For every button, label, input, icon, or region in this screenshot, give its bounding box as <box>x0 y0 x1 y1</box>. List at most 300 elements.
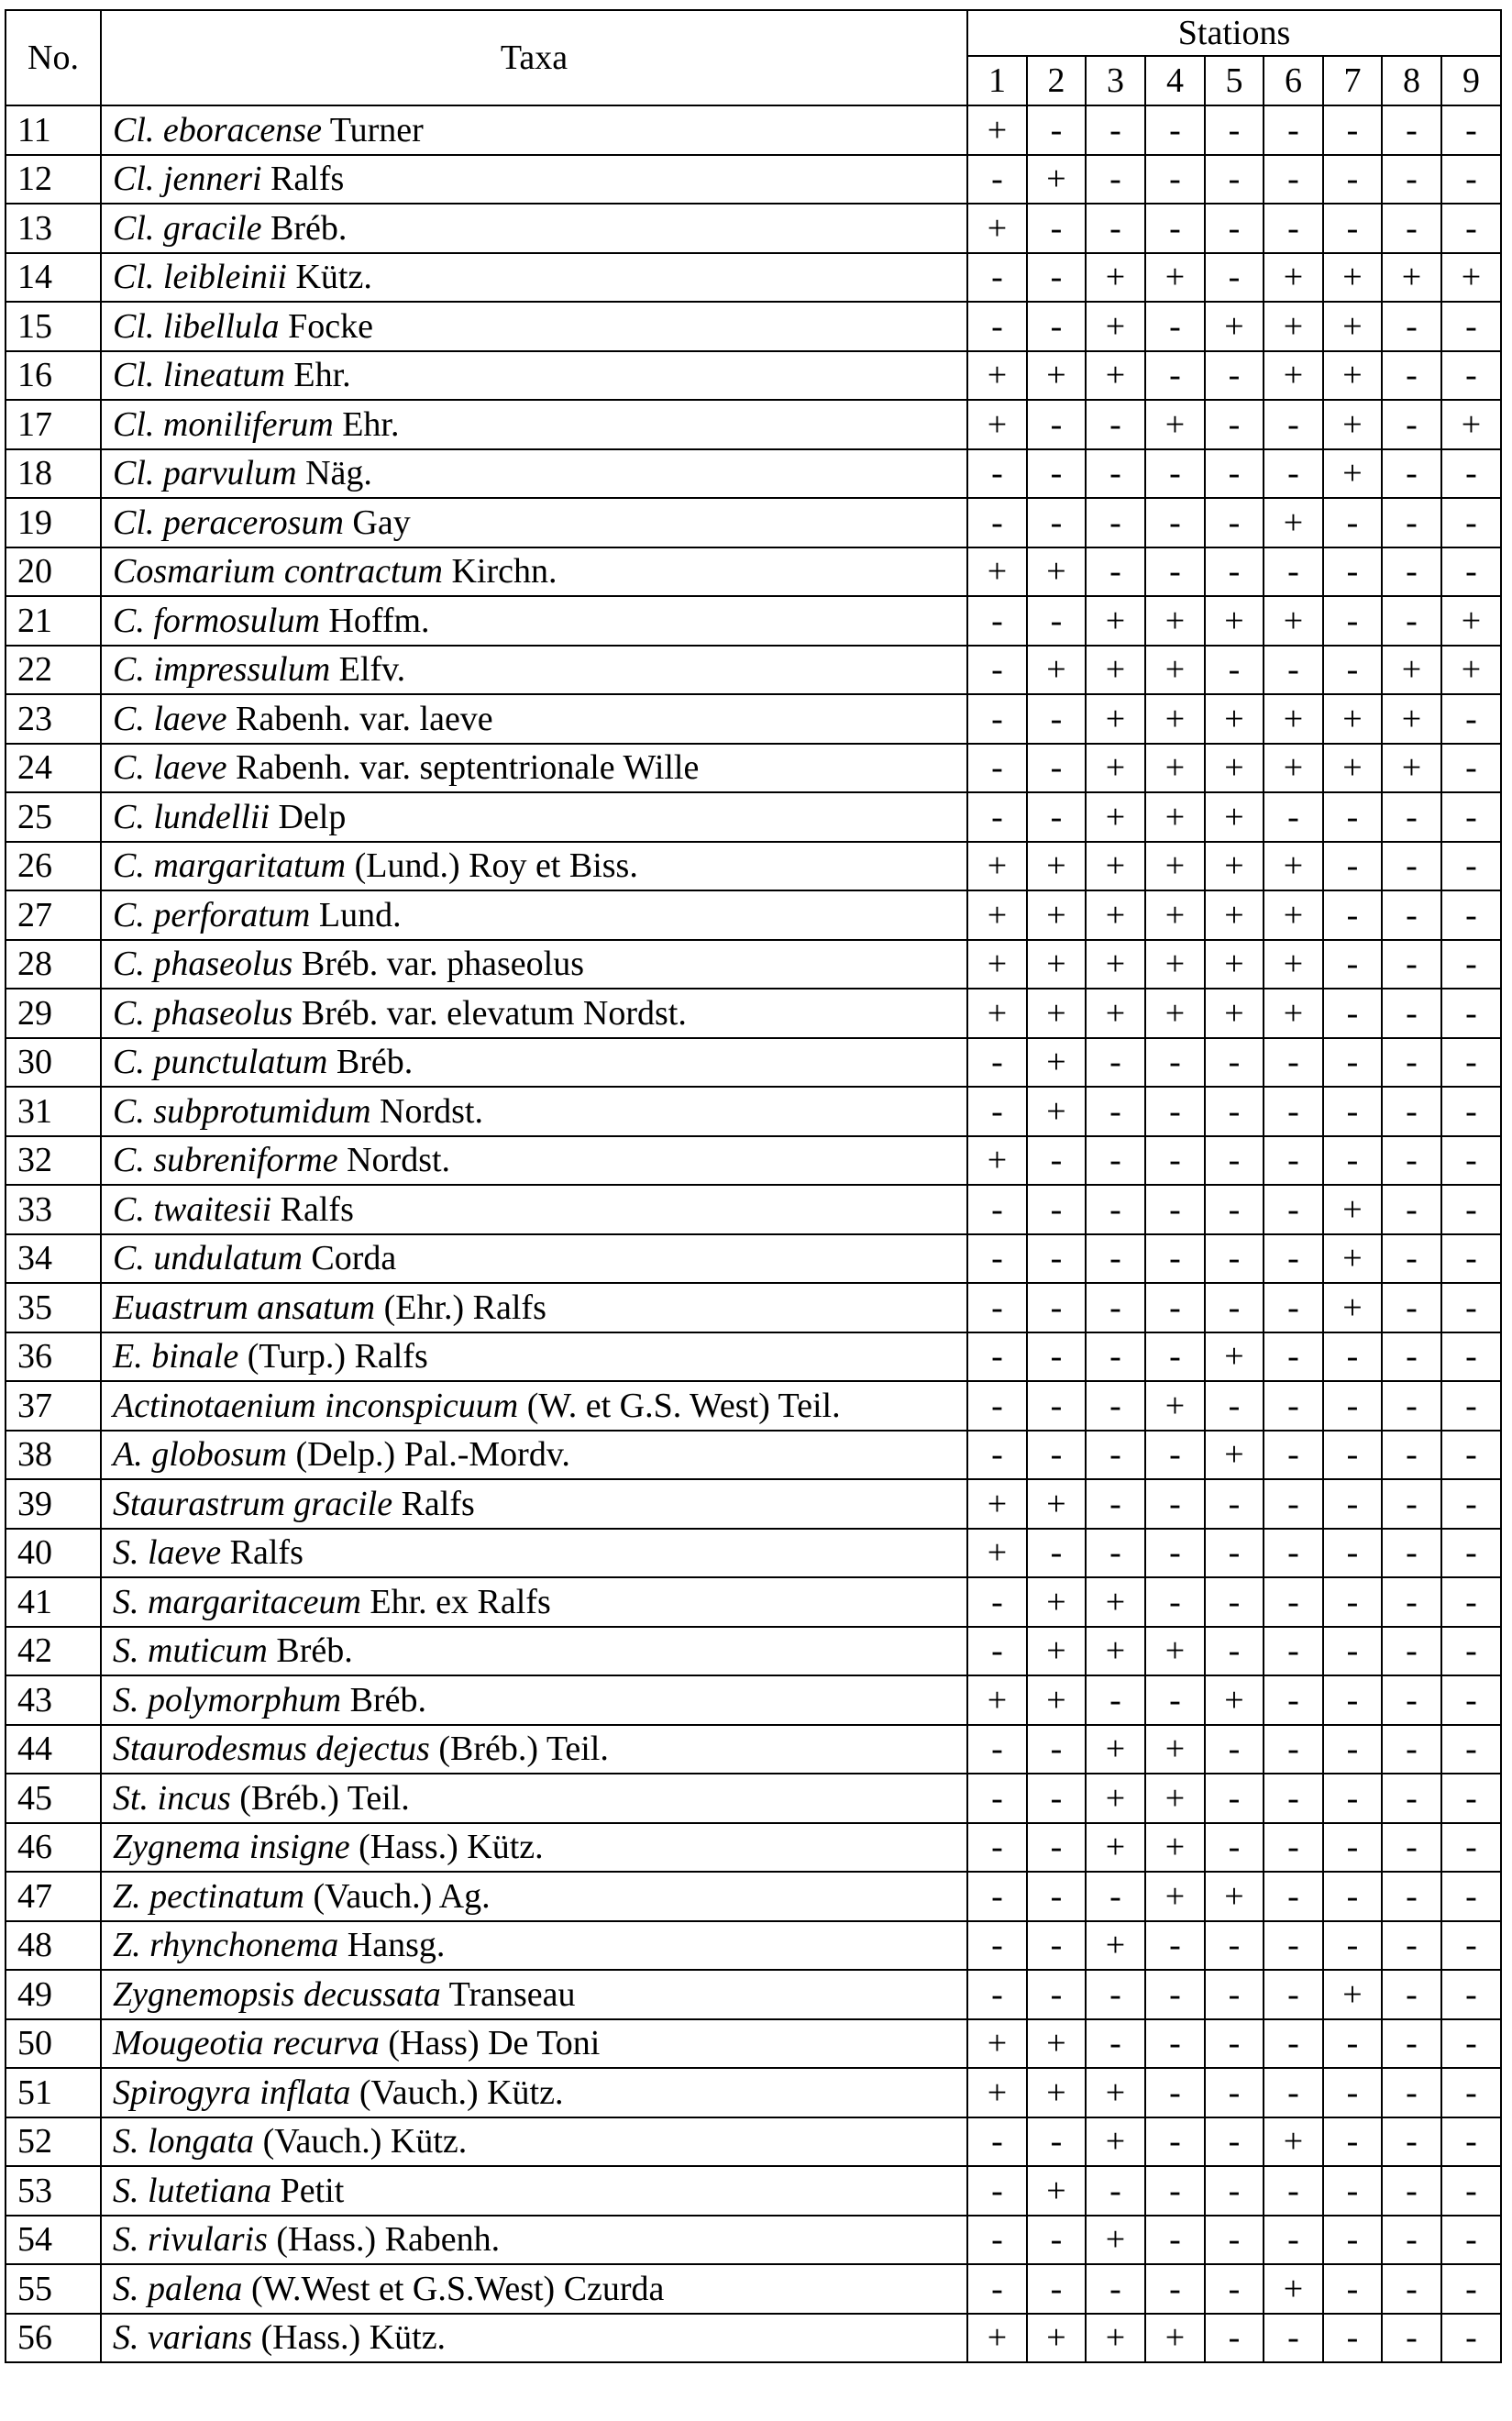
taxon-cell <box>101 989 967 1038</box>
station-presence-mark: - <box>1205 2019 1264 2069</box>
taxon-name: Staurodesmus dejectus <box>113 1730 430 1769</box>
taxon-cell <box>101 105 967 155</box>
station-presence-mark: + <box>1086 842 1145 891</box>
station-presence-mark: - <box>1205 253 1264 303</box>
taxon-author: (Vauch.) Kütz. <box>350 2073 564 2112</box>
station-presence-mark: - <box>1145 2264 1205 2314</box>
station-presence-mark: - <box>1086 547 1145 597</box>
station-presence-mark: - <box>1441 1087 1501 1136</box>
station-presence-mark: + <box>1027 2314 1086 2363</box>
station-presence-mark: - <box>1441 2117 1501 2167</box>
taxon-name: S. muticum <box>113 1631 268 1671</box>
taxon-author: Bréb. <box>261 208 348 248</box>
header-station-number: 6 <box>1264 56 1323 105</box>
station-presence-mark: - <box>967 1087 1027 1136</box>
station-presence-mark: - <box>967 1038 1027 1088</box>
taxon-name: S. laeve <box>113 1533 222 1573</box>
table-row <box>6 302 1501 351</box>
station-presence-mark: - <box>1382 989 1441 1038</box>
taxon-name: C. phaseolus <box>113 945 293 984</box>
station-presence-mark: + <box>1086 2314 1145 2363</box>
station-presence-mark: + <box>1086 596 1145 646</box>
taxon-name: C. formosulum <box>113 601 320 640</box>
station-presence-mark: + <box>967 2019 1027 2069</box>
station-presence-mark: + <box>1441 400 1501 449</box>
station-presence-mark: - <box>1205 547 1264 597</box>
taxon-author: Bréb. <box>267 1631 353 1671</box>
station-presence-mark: - <box>1323 1381 1382 1431</box>
row-number: 33 <box>6 1185 101 1234</box>
taxon-name: C. laeve <box>113 699 227 738</box>
table-row <box>6 792 1501 842</box>
taxon-name: Zygnema insigne <box>113 1828 350 1867</box>
station-presence-mark: + <box>1323 744 1382 793</box>
taxon-author: Nordst. <box>337 1141 451 1180</box>
station-presence-mark: - <box>1264 105 1323 155</box>
taxon-author: (Lund.) Roy et Biss. <box>346 846 638 886</box>
station-presence-mark: - <box>1086 1087 1145 1136</box>
station-presence-mark: - <box>1323 1136 1382 1186</box>
station-presence-mark: - <box>1205 2068 1264 2117</box>
station-presence-mark: - <box>1323 1627 1382 1676</box>
row-number: 54 <box>6 2216 101 2265</box>
station-presence-mark: - <box>1145 2166 1205 2216</box>
taxon-name: Z. pectinatum <box>113 1876 304 1916</box>
taxon-name: Cl. parvulum <box>113 454 297 493</box>
row-number: 18 <box>6 449 101 499</box>
taxon-name: C. margaritatum <box>113 846 347 886</box>
station-presence-mark: + <box>1441 253 1501 303</box>
station-presence-mark: - <box>1323 1038 1382 1088</box>
station-presence-mark: - <box>1205 204 1264 253</box>
station-presence-mark: - <box>1264 1872 1323 1921</box>
taxon-author: Ehr. ex Ralfs <box>360 1582 551 1621</box>
station-presence-mark: - <box>1145 2216 1205 2265</box>
station-presence-mark: + <box>1086 2117 1145 2167</box>
table-row <box>6 1774 1501 1823</box>
station-presence-mark: + <box>1027 2068 1086 2117</box>
station-presence-mark: + <box>1086 940 1145 989</box>
station-presence-mark: + <box>1027 989 1086 1038</box>
station-presence-mark: - <box>1441 2166 1501 2216</box>
station-presence-mark: - <box>1205 1627 1264 1676</box>
station-presence-mark: - <box>1382 400 1441 449</box>
taxon-author: Ehr. <box>333 404 400 444</box>
taxon-cell <box>101 890 967 940</box>
station-presence-mark: - <box>1323 940 1382 989</box>
row-number: 32 <box>6 1136 101 1186</box>
station-presence-mark: - <box>1205 1529 1264 1578</box>
station-presence-mark: - <box>1145 1675 1205 1725</box>
header-station-number: 9 <box>1441 56 1501 105</box>
station-presence-mark: - <box>1205 1283 1264 1332</box>
header-taxa: Taxa <box>101 10 967 105</box>
station-presence-mark: - <box>1441 302 1501 351</box>
station-presence-mark: - <box>1145 105 1205 155</box>
station-presence-mark: - <box>1441 1431 1501 1480</box>
station-presence-mark: - <box>967 302 1027 351</box>
taxon-name: C. impressulum <box>113 650 331 690</box>
taxon-cell <box>101 1970 967 2019</box>
station-presence-mark: - <box>967 2166 1027 2216</box>
header-station-number: 7 <box>1323 56 1382 105</box>
station-presence-mark: - <box>1264 792 1323 842</box>
taxon-author: Gay <box>343 503 411 542</box>
station-presence-mark: + <box>1027 842 1086 891</box>
station-presence-mark: + <box>1205 1431 1264 1480</box>
station-presence-mark: - <box>1323 1529 1382 1578</box>
station-presence-mark: - <box>967 2216 1027 2265</box>
taxon-cell <box>101 646 967 695</box>
station-presence-mark: - <box>1205 1038 1264 1088</box>
station-presence-mark: - <box>1441 1381 1501 1431</box>
taxon-cell <box>101 1627 967 1676</box>
station-presence-mark: - <box>1027 1283 1086 1332</box>
station-presence-mark: - <box>1086 2166 1145 2216</box>
station-presence-mark: + <box>1205 744 1264 793</box>
station-presence-mark: + <box>1086 1921 1145 1971</box>
station-presence-mark: - <box>1205 400 1264 449</box>
station-presence-mark: - <box>1205 1087 1264 1136</box>
station-presence-mark: - <box>1382 940 1441 989</box>
station-presence-mark: - <box>1323 1872 1382 1921</box>
station-presence-mark: - <box>1323 2166 1382 2216</box>
taxon-name: Staurastrum gracile <box>113 1484 393 1523</box>
station-presence-mark: - <box>1323 646 1382 695</box>
station-presence-mark: - <box>1027 792 1086 842</box>
station-presence-mark: + <box>1086 989 1145 1038</box>
station-presence-mark: - <box>1027 2264 1086 2314</box>
station-presence-mark: - <box>1323 989 1382 1038</box>
station-presence-mark: + <box>1027 2019 1086 2069</box>
taxon-cell <box>101 2264 967 2314</box>
table-row <box>6 1185 1501 1234</box>
station-presence-mark: - <box>1145 498 1205 547</box>
station-presence-mark: - <box>1441 2068 1501 2117</box>
station-presence-mark: - <box>1205 646 1264 695</box>
station-presence-mark: + <box>1205 1332 1264 1382</box>
taxon-cell <box>101 2117 967 2167</box>
station-presence-mark: - <box>1441 890 1501 940</box>
station-presence-mark: - <box>1382 498 1441 547</box>
table-row <box>6 842 1501 891</box>
taxon-cell <box>101 449 967 499</box>
station-presence-mark: - <box>967 1823 1027 1873</box>
station-presence-mark: + <box>1205 940 1264 989</box>
station-presence-mark: - <box>1145 1529 1205 1578</box>
station-presence-mark: + <box>1086 253 1145 303</box>
station-presence-mark: - <box>1441 1823 1501 1873</box>
table-row <box>6 1038 1501 1088</box>
station-presence-mark: - <box>1382 1087 1441 1136</box>
station-presence-mark: - <box>1382 890 1441 940</box>
station-presence-mark: - <box>1441 1774 1501 1823</box>
station-presence-mark: - <box>1145 449 1205 499</box>
station-presence-mark: - <box>1205 1725 1264 1774</box>
station-presence-mark: + <box>1323 1185 1382 1234</box>
taxon-name: S. lutetiana <box>113 2171 272 2210</box>
taxon-cell <box>101 1577 967 1627</box>
station-presence-mark: + <box>1145 694 1205 744</box>
table-row <box>6 400 1501 449</box>
header-station-number: 5 <box>1205 56 1264 105</box>
station-presence-mark: + <box>967 1479 1027 1529</box>
taxon-name: S. rivularis <box>113 2220 268 2260</box>
taxon-name: Spirogyra inflata <box>113 2073 351 2112</box>
row-number: 17 <box>6 400 101 449</box>
row-number: 37 <box>6 1381 101 1431</box>
station-presence-mark: + <box>1086 890 1145 940</box>
station-presence-mark: - <box>1382 1529 1441 1578</box>
taxon-author: Näg. <box>296 454 372 493</box>
taxon-cell <box>101 2166 967 2216</box>
station-presence-mark: - <box>1027 744 1086 793</box>
table-row <box>6 449 1501 499</box>
station-presence-mark: - <box>1382 1774 1441 1823</box>
station-presence-mark: - <box>1323 842 1382 891</box>
station-presence-mark: + <box>967 547 1027 597</box>
station-presence-mark: - <box>1264 155 1323 205</box>
table-row <box>6 1627 1501 1676</box>
station-presence-mark: - <box>1145 1970 1205 2019</box>
station-presence-mark: - <box>967 1381 1027 1431</box>
table-row <box>6 2264 1501 2314</box>
taxon-author: Focke <box>279 306 373 346</box>
row-number: 38 <box>6 1431 101 1480</box>
station-presence-mark: - <box>1441 2216 1501 2265</box>
station-presence-mark: + <box>967 890 1027 940</box>
taxon-cell <box>101 351 967 401</box>
station-presence-mark: + <box>967 2314 1027 2363</box>
station-presence-mark: - <box>1086 1381 1145 1431</box>
taxon-cell <box>101 792 967 842</box>
table-row <box>6 694 1501 744</box>
station-presence-mark: - <box>1264 204 1323 253</box>
taxon-cell <box>101 1774 967 1823</box>
station-presence-mark: - <box>967 2117 1027 2167</box>
station-presence-mark: - <box>1205 2166 1264 2216</box>
station-presence-mark: - <box>1086 400 1145 449</box>
station-presence-mark: - <box>967 792 1027 842</box>
station-presence-mark: - <box>1086 155 1145 205</box>
station-presence-mark: - <box>1382 1431 1441 1480</box>
station-presence-mark: - <box>1145 1332 1205 1382</box>
row-number: 14 <box>6 253 101 303</box>
station-presence-mark: - <box>1382 2166 1441 2216</box>
station-presence-mark: - <box>1145 1431 1205 1480</box>
taxon-name: A. globosum <box>113 1435 287 1475</box>
row-number: 31 <box>6 1087 101 1136</box>
station-presence-mark: - <box>1027 1234 1086 1284</box>
station-presence-mark: + <box>1264 2264 1323 2314</box>
row-number: 30 <box>6 1038 101 1088</box>
station-presence-mark: - <box>1441 792 1501 842</box>
station-presence-mark: - <box>1323 2068 1382 2117</box>
station-presence-mark: + <box>1145 1725 1205 1774</box>
station-presence-mark: - <box>1441 155 1501 205</box>
header-station-number: 3 <box>1086 56 1145 105</box>
taxon-name: S. longata <box>113 2122 255 2161</box>
station-presence-mark: + <box>1382 744 1441 793</box>
table-row <box>6 1332 1501 1382</box>
station-presence-mark: + <box>1205 596 1264 646</box>
station-presence-mark: - <box>1086 1332 1145 1382</box>
taxon-author: Bréb. <box>341 1680 426 1719</box>
station-presence-mark: + <box>1264 989 1323 1038</box>
station-presence-mark: - <box>1441 204 1501 253</box>
station-presence-mark: + <box>1323 351 1382 401</box>
taxon-cell <box>101 1283 967 1332</box>
row-number: 41 <box>6 1577 101 1627</box>
station-presence-mark: + <box>1205 1872 1264 1921</box>
taxon-author: Lund. <box>310 895 402 934</box>
row-number: 19 <box>6 498 101 547</box>
station-presence-mark: + <box>1264 744 1323 793</box>
station-presence-mark: - <box>1205 1136 1264 1186</box>
station-presence-mark: - <box>1027 1381 1086 1431</box>
station-presence-mark: - <box>1441 1529 1501 1578</box>
station-presence-mark: - <box>1441 1185 1501 1234</box>
station-presence-mark: - <box>1441 1627 1501 1676</box>
station-presence-mark: - <box>1145 2117 1205 2167</box>
station-presence-mark: + <box>1145 792 1205 842</box>
taxon-cell <box>101 498 967 547</box>
station-presence-mark: - <box>1027 204 1086 253</box>
station-presence-mark: + <box>1027 351 1086 401</box>
station-presence-mark: - <box>1323 105 1382 155</box>
station-presence-mark: - <box>1323 498 1382 547</box>
station-presence-mark: - <box>1323 792 1382 842</box>
station-presence-mark: + <box>1027 547 1086 597</box>
station-presence-mark: + <box>1086 1823 1145 1873</box>
taxon-cell <box>101 1529 967 1578</box>
taxon-cell <box>101 596 967 646</box>
station-presence-mark: - <box>1441 1921 1501 1971</box>
station-presence-mark: - <box>967 1332 1027 1382</box>
station-presence-mark: - <box>1382 1283 1441 1332</box>
row-number: 23 <box>6 694 101 744</box>
taxon-author: (Ehr.) Ralfs <box>375 1288 546 1327</box>
station-presence-mark: + <box>1205 302 1264 351</box>
taxon-cell <box>101 1038 967 1088</box>
station-presence-mark: - <box>1441 105 1501 155</box>
station-presence-mark: + <box>1086 1725 1145 1774</box>
header-station-number: 4 <box>1145 56 1205 105</box>
species-table <box>5 9 1502 2363</box>
station-presence-mark: + <box>1205 989 1264 1038</box>
station-presence-mark: - <box>1027 1725 1086 1774</box>
taxon-name: Cl. gracile <box>113 208 262 248</box>
station-presence-mark: - <box>1323 1431 1382 1480</box>
station-presence-mark: + <box>1264 694 1323 744</box>
taxon-cell <box>101 155 967 205</box>
taxon-author: (Hass) De Toni <box>379 2024 601 2063</box>
station-presence-mark: - <box>1323 596 1382 646</box>
station-presence-mark: - <box>1027 498 1086 547</box>
row-number: 56 <box>6 2314 101 2363</box>
station-presence-mark: - <box>1382 1136 1441 1186</box>
taxon-cell <box>101 1921 967 1971</box>
station-presence-mark: - <box>1382 1479 1441 1529</box>
station-presence-mark: - <box>1205 155 1264 205</box>
header-no: No. <box>6 10 101 105</box>
station-presence-mark: + <box>1264 890 1323 940</box>
station-presence-mark: - <box>1145 2019 1205 2069</box>
station-presence-mark: - <box>1027 1823 1086 1873</box>
station-presence-mark: - <box>1441 744 1501 793</box>
station-presence-mark: - <box>1382 2068 1441 2117</box>
station-presence-mark: - <box>1145 1921 1205 1971</box>
taxon-cell <box>101 1431 967 1480</box>
station-presence-mark: - <box>1264 1970 1323 2019</box>
table-row <box>6 1725 1501 1774</box>
station-presence-mark: - <box>1145 1577 1205 1627</box>
station-presence-mark: - <box>1382 1970 1441 2019</box>
station-presence-mark: - <box>967 498 1027 547</box>
station-presence-mark: - <box>967 1872 1027 1921</box>
table-row <box>6 940 1501 989</box>
taxon-name: Cl. moniliferum <box>113 404 334 444</box>
station-presence-mark: - <box>1264 2314 1323 2363</box>
taxon-cell <box>101 547 967 597</box>
taxon-author: Nordst. <box>370 1091 483 1131</box>
station-presence-mark: + <box>1145 1774 1205 1823</box>
station-presence-mark: - <box>1382 1038 1441 1088</box>
row-number: 28 <box>6 940 101 989</box>
station-presence-mark: - <box>1323 1332 1382 1382</box>
row-number: 44 <box>6 1725 101 1774</box>
station-presence-mark: + <box>967 204 1027 253</box>
station-presence-mark: - <box>1205 1479 1264 1529</box>
table-row <box>6 351 1501 401</box>
station-presence-mark: + <box>1086 646 1145 695</box>
station-presence-mark: - <box>1027 253 1086 303</box>
station-presence-mark: - <box>1441 989 1501 1038</box>
station-presence-mark: + <box>1145 1627 1205 1676</box>
station-presence-mark: - <box>1086 1675 1145 1725</box>
station-presence-mark: - <box>1382 1675 1441 1725</box>
station-presence-mark: - <box>1027 1332 1086 1382</box>
station-presence-mark: + <box>1264 940 1323 989</box>
taxon-name: Z. rhynchonema <box>113 1926 339 1965</box>
station-presence-mark: + <box>1086 2216 1145 2265</box>
station-presence-mark: + <box>1205 694 1264 744</box>
station-presence-mark: - <box>967 694 1027 744</box>
station-presence-mark: + <box>1382 646 1441 695</box>
station-presence-mark: + <box>1145 253 1205 303</box>
station-presence-mark: + <box>967 2068 1027 2117</box>
station-presence-mark: - <box>1441 2019 1501 2069</box>
station-presence-mark: + <box>967 1136 1027 1186</box>
station-presence-mark: - <box>1382 1921 1441 1971</box>
row-number: 11 <box>6 105 101 155</box>
station-presence-mark: - <box>1205 449 1264 499</box>
taxon-cell <box>101 842 967 891</box>
station-presence-mark: - <box>1382 792 1441 842</box>
station-presence-mark: + <box>1086 351 1145 401</box>
taxon-name: Cl. jenneri <box>113 160 262 199</box>
station-presence-mark: - <box>1441 449 1501 499</box>
station-presence-mark: - <box>1441 842 1501 891</box>
taxon-author: Hansg. <box>338 1926 446 1965</box>
taxon-name: E. binale <box>113 1337 239 1376</box>
table-row <box>6 1381 1501 1431</box>
station-presence-mark: - <box>967 1921 1027 1971</box>
station-presence-mark: + <box>1027 1627 1086 1676</box>
station-presence-mark: - <box>1264 1675 1323 1725</box>
taxon-name: C. laeve <box>113 748 227 788</box>
station-presence-mark: + <box>967 105 1027 155</box>
